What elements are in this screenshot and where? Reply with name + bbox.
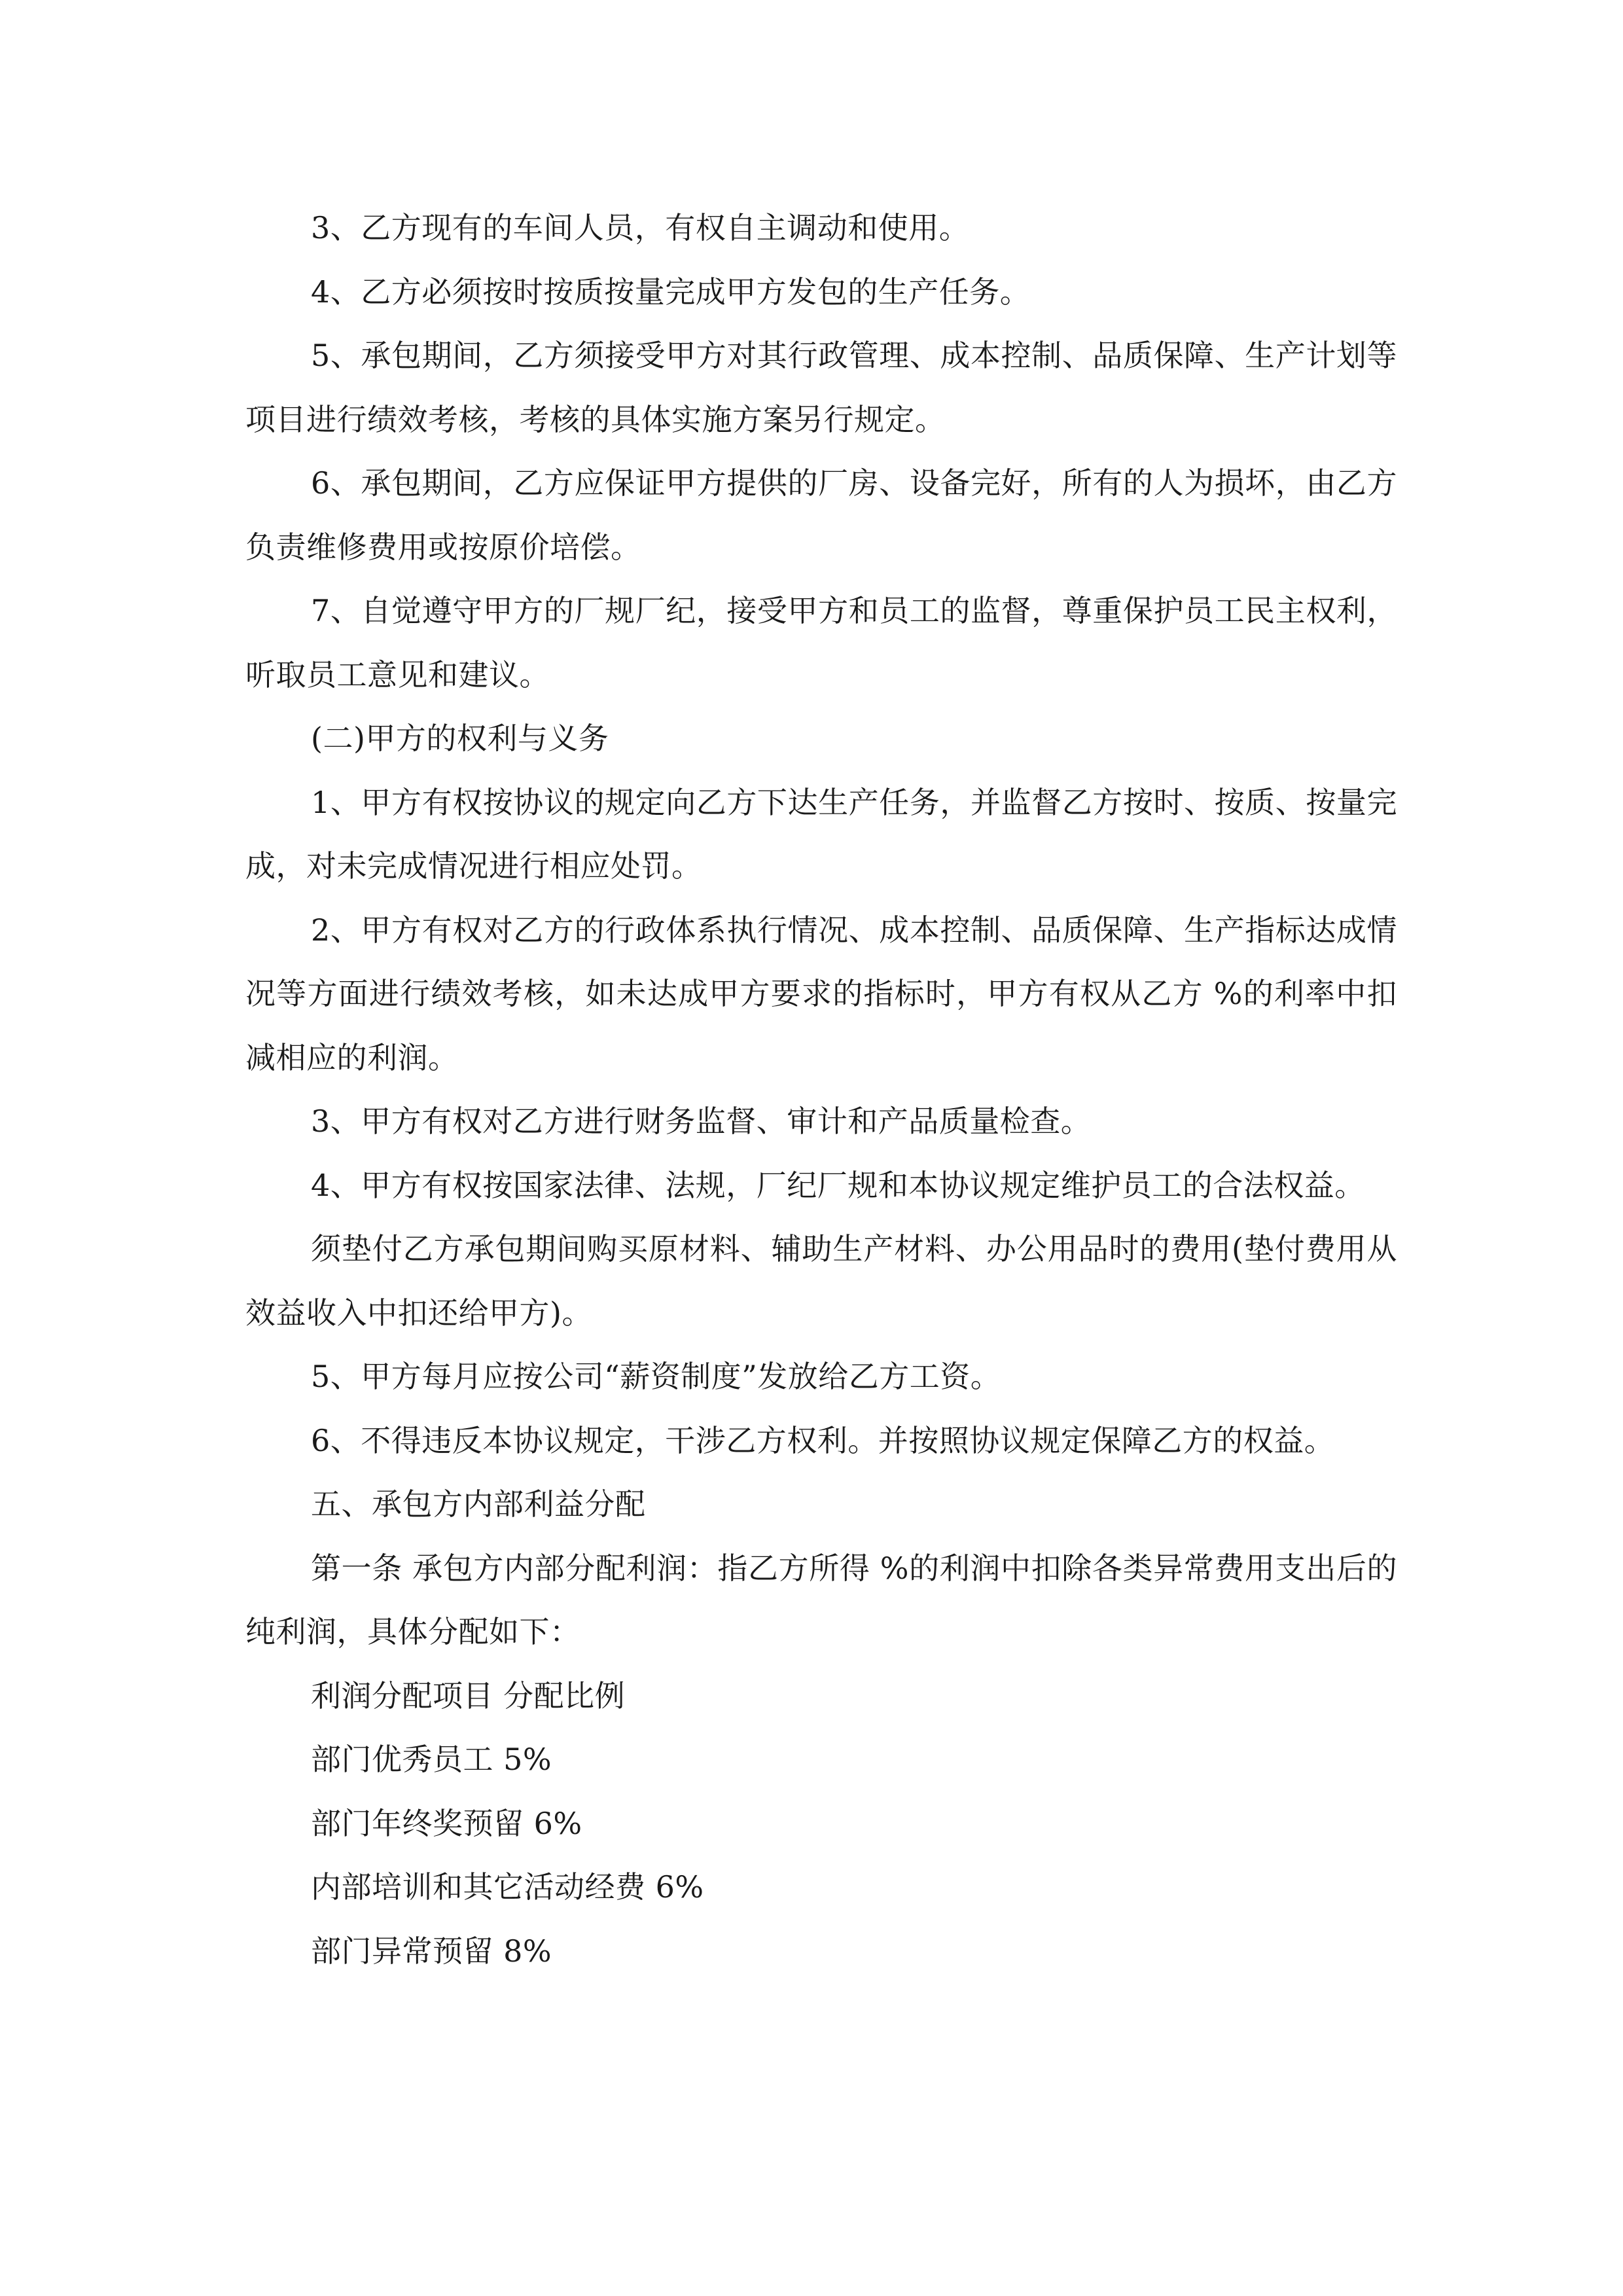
distribution-table-header: 利润分配项目 分配比例: [311, 1677, 626, 1713]
paragraph-10: 须垫付乙方承包期间购买原材料、辅助生产材料、办公用品时的费用(垫付费用从效益收入中扣还给甲方)。: [245, 1231, 1397, 1331]
section-heading-profit-distribution: 五、承包方内部利益分配: [311, 1486, 646, 1522]
section-heading-party-a-rights: (二)甲方的权利与义务: [311, 721, 609, 756]
distribution-item-4: 部门异常预留 8%: [311, 1933, 552, 1969]
paragraph-12: 6、不得违反本协议规定，干涉乙方权利。并按照协议规定保障乙方的权益。: [311, 1422, 1335, 1458]
paragraph-8: 3、甲方有权对乙方进行财务监督、审计和产品质量检查。: [311, 1103, 1092, 1139]
paragraph-1: 3、乙方现有的车间人员，有权自主调动和使用。: [311, 210, 970, 245]
paragraph-13: 第一条 承包方内部分配利润：指乙方所得 %的利润中扣除各类异常费用支出后的纯利润，具体分配如下：: [245, 1550, 1397, 1649]
paragraph-3: 5、承包期间，乙方须接受甲方对其行政管理、成本控制、品质保障、生产计划等项目进行绩效考核，考核的具体实施方案另行规定。: [245, 338, 1397, 437]
distribution-item-1: 部门优秀员工 5%: [311, 1742, 552, 1777]
paragraph-2: 4、乙方必须按时按质按量完成甲方发包的生产任务。: [311, 274, 1031, 310]
paragraph-11: 5、甲方每月应按公司“薪资制度”发放给乙方工资。: [311, 1359, 1001, 1394]
paragraph-4: 6、承包期间，乙方应保证甲方提供的厂房、设备完好，所有的人为损坏，由乙方负责维修费用或按原价培偿。: [245, 465, 1397, 565]
paragraph-5: 7、自觉遵守甲方的厂规厂纪，接受甲方和员工的监督，尊重保护员工民主权利，听取员工意见和建议。: [245, 593, 1397, 692]
distribution-item-3: 内部培训和其它活动经费 6%: [311, 1869, 704, 1905]
paragraph-7: 2、甲方有权对乙方的行政体系执行情况、成本控制、品质保障、生产指标达成情况等方面进行绩效考核，如未达成甲方要求的指标时，甲方有权从乙方 %的利率中扣减相应的利润。: [245, 912, 1397, 1075]
paragraph-9: 4、甲方有权按国家法律、法规，厂纪厂规和本协议规定维护员工的合法权益。: [311, 1167, 1365, 1203]
paragraph-6: 1、甲方有权按协议的规定向乙方下达生产任务，并监督乙方按时、按质、按量完成，对未完成情况进行相应处罚。: [245, 784, 1397, 884]
document-body: [245, 196, 1397, 1983]
distribution-item-2: 部门年终奖预留 6%: [311, 1805, 582, 1841]
